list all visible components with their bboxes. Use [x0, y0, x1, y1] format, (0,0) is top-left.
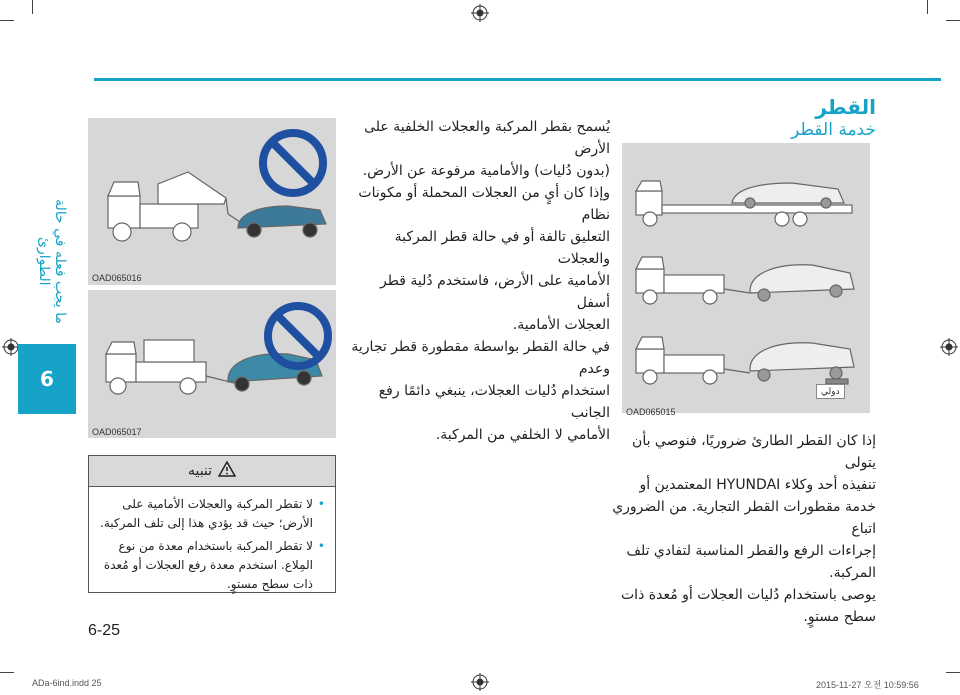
chapter-title: ما يجب فعله في حالة الطوارئ: [36, 198, 68, 324]
image-caption: OAD065015: [626, 407, 676, 417]
text-line: الأمامي لا الخلفي من المركبة.: [435, 427, 610, 443]
caution-item: • لا تقطر المركبة باستخدام معدة من نوع المِلاع. استخدم معدة رفع العجلات أو مُعدة ذات سطح مستوٍ.: [97, 537, 313, 594]
towing-methods-image: [622, 143, 870, 413]
crop-mark: [0, 672, 14, 673]
text-line: إجراءات الرفع والقطر المناسبة لتفادي تلف المركبة.: [626, 543, 876, 581]
caution-list: [97, 495, 327, 594]
caution-item: • لا تقطر المركبة والعجلات الأمامية على الأرض؛ حيث قد يؤدي هذا إلى تلف المركبة.: [97, 495, 313, 533]
text-line: في حالة القطر بواسطة مقطورة قطر تجارية وعدم: [351, 339, 610, 377]
page-number: 6-25: [88, 622, 121, 639]
header-rule: [94, 78, 941, 81]
text-line: الأمامية على الأرض، فاستخدم دُلية قطر أسفل: [380, 273, 610, 311]
image-caption: OAD065016: [92, 273, 142, 283]
text-line: العجلات الأمامية.: [512, 317, 610, 333]
image-caption: OAD065017: [92, 427, 142, 437]
chapter-number-tab: 6: [18, 344, 76, 414]
crop-mark: [0, 20, 14, 21]
warning-triangle-icon: [218, 461, 236, 481]
crop-mark: [32, 0, 33, 14]
section-title: القطر: [815, 95, 876, 119]
tow-rear-lift-image: [88, 290, 336, 438]
crop-mark: [946, 672, 960, 673]
dolly-label: دولي: [816, 384, 845, 399]
text-line: استخدام دُليات العجلات، ينبغي دائمًا رفع الجانب: [378, 383, 610, 421]
text-line: (بدون دُليات) والأمامية مرفوعة عن الأرض.: [362, 163, 610, 179]
text-line: خدمة مقطورات القطر التجارية. من الضروري اتباع: [612, 499, 876, 537]
text-line: وإذا كان أيٍ من العجلات المحملة أو مكونات نظام: [358, 185, 610, 223]
text-line: سطح مستوٍ.: [803, 609, 876, 625]
footer-timestamp: 2015-11-27 오전 10:59:56: [816, 680, 919, 690]
body-paragraph-1: [348, 116, 610, 446]
text-line: يوصى باستخدام دُليات العجلات أو مُعدة ذات: [621, 587, 876, 603]
section-subtitle: خدمة القطر: [791, 120, 876, 140]
text-line: التعليق تالفة أو في حالة قطر المركبة والعجلات: [394, 229, 610, 267]
registration-mark-icon: [471, 673, 489, 691]
caution-title: تنبيه: [187, 463, 213, 479]
body-paragraph-2: [608, 430, 876, 628]
registration-mark-icon: [471, 4, 489, 22]
text-line: يُسمح بقطر المركبة والعجلات الخلفية على الأرض: [364, 119, 610, 157]
registration-mark-icon: [940, 338, 958, 356]
caution-box: [88, 455, 336, 593]
tow-front-wheels-down-image: [88, 118, 336, 285]
crop-mark: [946, 20, 960, 21]
crop-mark: [927, 0, 928, 14]
caution-header: [89, 456, 335, 487]
text-line: تنفيذه أحد وكلاء HYUNDAI المعتمدين أو: [639, 477, 876, 493]
text-line: إذا كان القطر الطارئ ضروريًا، فنوصي بأن يتولى: [632, 433, 876, 471]
footer-file: ADa-6ind.indd 25: [32, 678, 102, 688]
